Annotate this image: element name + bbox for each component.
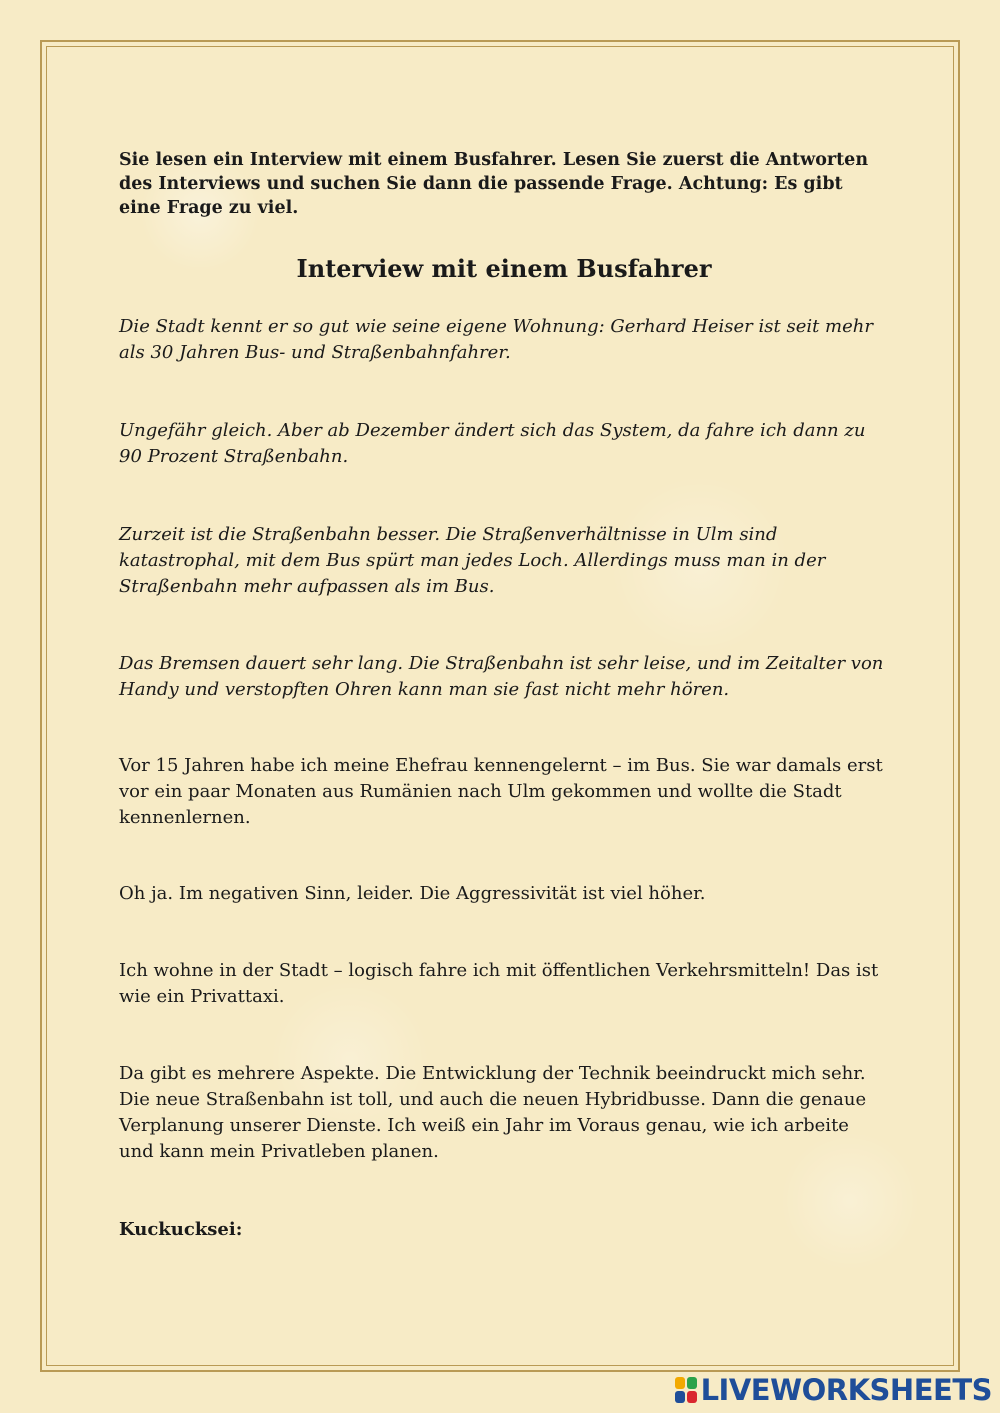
logo-square-4	[687, 1391, 697, 1403]
worksheet-content	[119, 148, 889, 1261]
answer-paragraph-5: Oh ja. Im negativen Sinn, leider. Die Aggressivität ist viel höher.	[119, 883, 706, 904]
logo-square-2	[687, 1377, 697, 1389]
kuckucksei-label: Kuckucksei:	[119, 1219, 243, 1240]
instructions-text: Sie lesen ein Interview mit einem Busfahrer. Lesen Sie zuerst die Antworten des Interviews und suchen Sie dann die passende Frage. Achtung: Es gibt eine Frage zu viel.	[119, 150, 869, 218]
liveworksheets-logo-text: LIVEWORKSHEETS	[700, 1373, 992, 1407]
answer-paragraph-1: Ungefähr gleich. Aber ab Dezember ändert sich das System, da fahre ich dann zu 90 Prozent Straßenbahn.	[119, 420, 866, 467]
liveworksheets-logo[interactable]	[675, 1375, 992, 1405]
page-title: Interview mit einem Busfahrer	[296, 254, 712, 283]
answer-paragraph-7: Da gibt es mehrere Aspekte. Die Entwicklung der Technik beeindruckt mich sehr. Die neue Straßenbahn ist toll, und auch die neuen Hybridbusse. Dann die genaue Verplanung unserer Dienste. Ich weiß ein Jahr im Voraus genau, wie ich arbeite und kann mein Privatleben planen.	[119, 1063, 867, 1162]
answer-paragraph-4: Vor 15 Jahren habe ich meine Ehefrau kennengelernt – im Bus. Sie war damals erst vor ein paar Monaten aus Rumänien nach Ulm gekommen und wollte die Stadt kennenlernen.	[119, 755, 883, 828]
answer-paragraph-2: Zurzeit ist die Straßenbahn besser. Die Straßenverhältnisse in Ulm sind katastrophal, mit dem Bus spürt man jedes Loch. Allerdings muss man in der Straßenbahn mehr aufpassen als im Bus.	[119, 524, 826, 597]
intro-paragraph: Die Stadt kennt er so gut wie seine eigene Wohnung: Gerhard Heiser ist seit mehr als 30 Jahren Bus- und Straßenbahnfahrer.	[119, 316, 873, 363]
liveworksheets-logo-icon	[675, 1377, 697, 1403]
answer-paragraph-6: Ich wohne in der Stadt – logisch fahre ich mit öffentlichen Verkehrsmitteln! Das ist wie ein Privattaxi.	[119, 960, 879, 1007]
answer-paragraph-3: Das Bremsen dauert sehr lang. Die Straßenbahn ist sehr leise, und im Zeitalter von Handy und verstopften Ohren kann man sie fast nicht mehr hören.	[119, 653, 884, 700]
logo-square-1	[675, 1377, 685, 1389]
logo-square-3	[675, 1391, 685, 1403]
